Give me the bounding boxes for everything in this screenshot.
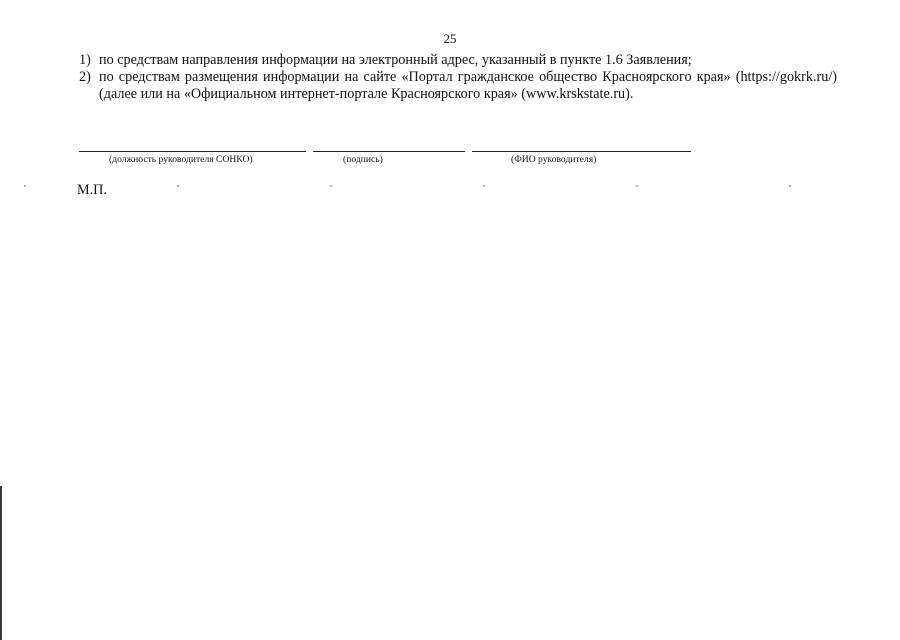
list-item-text: по средствам направления информации на электронный адрес, указанный в пункте 1.6 Заявления; xyxy=(99,52,692,68)
scan-artifact-dot xyxy=(636,185,638,187)
scan-artifact-dot xyxy=(789,185,791,187)
scan-edge-line xyxy=(0,486,2,640)
list-marker: 1) xyxy=(79,52,91,68)
scan-artifact-dot xyxy=(177,185,179,187)
delivery-methods-list xyxy=(79,52,837,103)
fio-caption: (ФИО руководителя) xyxy=(511,154,597,165)
list-marker: 2) xyxy=(79,69,91,85)
stamp-label: М.П. xyxy=(77,182,107,198)
list-item xyxy=(79,69,837,103)
list-item-text: по средствам размещения информации на сайте «Портал гражданское общество Красноярского края» (https://gokrk.ru/) (далее или на «Официальном интернет-портале Красноярского края» (www.krskstate.ru). xyxy=(99,69,837,102)
position-signature-line xyxy=(79,151,306,152)
scan-artifact-dot xyxy=(330,185,332,187)
page-number: 25 xyxy=(443,31,457,46)
scan-artifact-dot xyxy=(24,185,26,187)
fio-signature-line xyxy=(472,151,691,152)
position-caption: (должность руководителя СОНКО) xyxy=(109,154,253,165)
list-item xyxy=(79,52,837,69)
scan-artifact-dot xyxy=(483,185,485,187)
signature-line xyxy=(313,151,465,152)
signature-caption: (подпись) xyxy=(343,154,383,165)
